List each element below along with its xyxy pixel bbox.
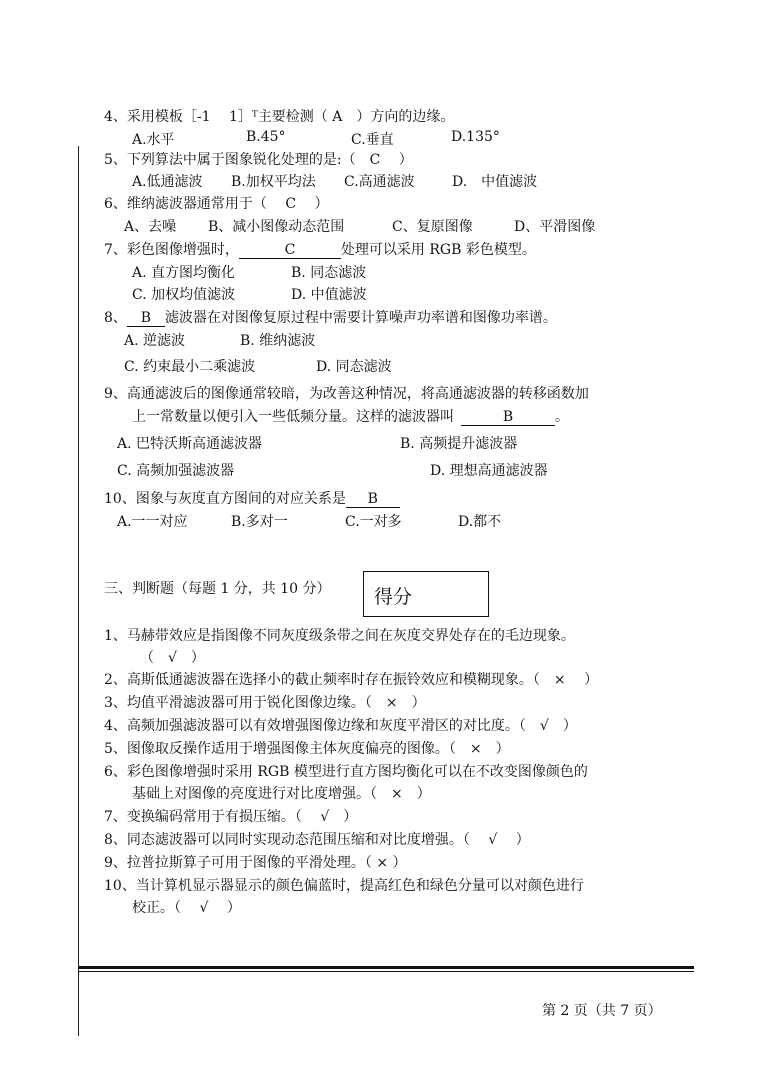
option-5a: A.低通滤波: [132, 174, 203, 190]
option-8d: D. 同态滤波: [316, 359, 392, 375]
judgment-item-10: 10、当计算机显示器显示的颜色偏蓝时，提高红色和绿色分量可以对颜色进行: [104, 878, 584, 894]
option-4b: B.45°: [246, 129, 286, 145]
option-8a: A. 逆滤波: [124, 333, 186, 349]
option-8c: C. 约束最小二乘滤波: [124, 359, 256, 375]
question-9-line1: 9、高通滤波后的图像通常较暗，为改善这种情况，将高通滤波器的转移函数加: [104, 386, 589, 402]
question-6: 6、维纳滤波器通常用于（ C ）: [104, 196, 329, 212]
option-9a: A. 巴特沃斯高通滤波器: [117, 436, 263, 452]
question-7-text: 7、彩色图像增强时，: [104, 242, 239, 258]
question-8-text: 滤波器在对图像复原过程中需要计算噪声功率谱和图像功率谱。: [164, 310, 557, 326]
footer-rule-thin: [79, 971, 694, 972]
option-6b: B、减小图像动态范围: [208, 219, 345, 235]
section-3-title: 三、判断题（每题 1 分，共 10 分）: [104, 581, 331, 597]
question-5: 5、下列算法中属于图象锐化处理的是:（ C ）: [104, 152, 413, 168]
judgment-item-4: 4、高频加强滤波器可以有效增强图像边缘和灰度平滑区的对比度。（ √ ）: [104, 718, 577, 734]
option-9c: C. 高频加强滤波器: [117, 463, 235, 479]
question-7: [104, 239, 536, 259]
question-9-text: 上一常数量以便引入一些低频分量。这样的滤波器叫: [132, 409, 454, 425]
question-9-line2: [132, 406, 569, 426]
margin-line: [78, 146, 79, 1036]
judgment-item-5: 5、图像取反操作适用于增强图像主体灰度偏亮的图像。（ × ）: [104, 741, 510, 757]
judgment-item-3: 3、均值平滑滤波器可用于锐化图像边缘。（ × ）: [104, 695, 426, 711]
judgment-item-8: 8、同态滤波器可以同时实现动态范围压缩和对比度增强。（ √ ）: [104, 832, 530, 848]
question-10: [104, 488, 400, 508]
option-4c: C.垂直: [351, 132, 394, 148]
option-7a: A. 直方图均衡化: [132, 265, 236, 281]
judgment-item-1: 1、马赫带效应是指图像不同灰度级条带之间在灰度交界处存在的毛边现象。: [104, 628, 575, 644]
option-10b: B.多对一: [231, 514, 288, 530]
question-10-text: 10、图象与灰度直方图间的对应关系是: [104, 491, 346, 507]
judgment-item-6: 6、彩色图像增强时采用 RGB 模型进行直方图均衡化可以在不改变图像颜色的: [104, 764, 588, 780]
judgment-item-7: 7、变换编码常用于有损压缩。（ √ ）: [104, 809, 358, 825]
option-5d: D. 中值滤波: [452, 174, 538, 190]
option-6d: D、平滑图像: [514, 219, 596, 235]
footer-rule-thick: [79, 966, 694, 969]
option-4a: A.水平: [132, 132, 175, 148]
option-7c: C. 加权均值滤波: [132, 287, 236, 303]
question-8: [104, 307, 557, 327]
judgment-item-9: 9、拉普拉斯算子可用于图像的平滑处理。（ × ）: [104, 855, 407, 871]
option-10c: C.一对多: [345, 514, 402, 530]
answer-blank-8: B: [127, 310, 165, 327]
judgment-item-1-mark: （ √ ）: [140, 650, 205, 666]
option-7d: D. 中值滤波: [291, 287, 367, 303]
option-5b: B.加权平均法: [231, 174, 316, 190]
option-10a: A.一一对应: [117, 514, 188, 530]
option-7b: B. 同态滤波: [291, 265, 367, 281]
answer-blank-9: B: [461, 409, 555, 426]
judgment-item-10-line2: 校正。（ √ ）: [132, 900, 241, 916]
page-number: 第 2 页（共 7 页）: [542, 1003, 662, 1019]
judgment-item-2: 2、高斯低通滤波器在选择小的截止频率时存在振铃效应和模糊现象。（ × ）: [104, 672, 599, 688]
answer-blank-7: C: [239, 242, 341, 259]
option-6c: C、复原图像: [392, 219, 473, 235]
option-8b: B. 维纳滤波: [240, 333, 316, 349]
score-label: 得分: [374, 586, 413, 608]
option-6a: A、去噪: [124, 219, 177, 235]
score-box: [363, 571, 489, 617]
question-8-num: 8、: [104, 310, 127, 326]
option-4d: D.135°: [451, 129, 500, 145]
option-10d: D.都不: [458, 514, 502, 530]
question-7-text-end: 处理可以采用 RGB 彩色模型。: [340, 242, 536, 258]
option-9b: B. 高频提升滤波器: [400, 436, 518, 452]
option-9d: D. 理想高通滤波器: [430, 463, 548, 479]
judgment-item-6-line2: 基础上对图像的亮度进行对比度增强。（ × ）: [132, 786, 431, 802]
question-9-end: 。: [555, 409, 569, 425]
answer-blank-10: B: [346, 491, 400, 508]
option-5c: C.高通滤波: [344, 174, 415, 190]
question-4: 4、采用模板［-1 1］ᵀ主要检测（ A ）方向的边缘。: [104, 109, 455, 125]
